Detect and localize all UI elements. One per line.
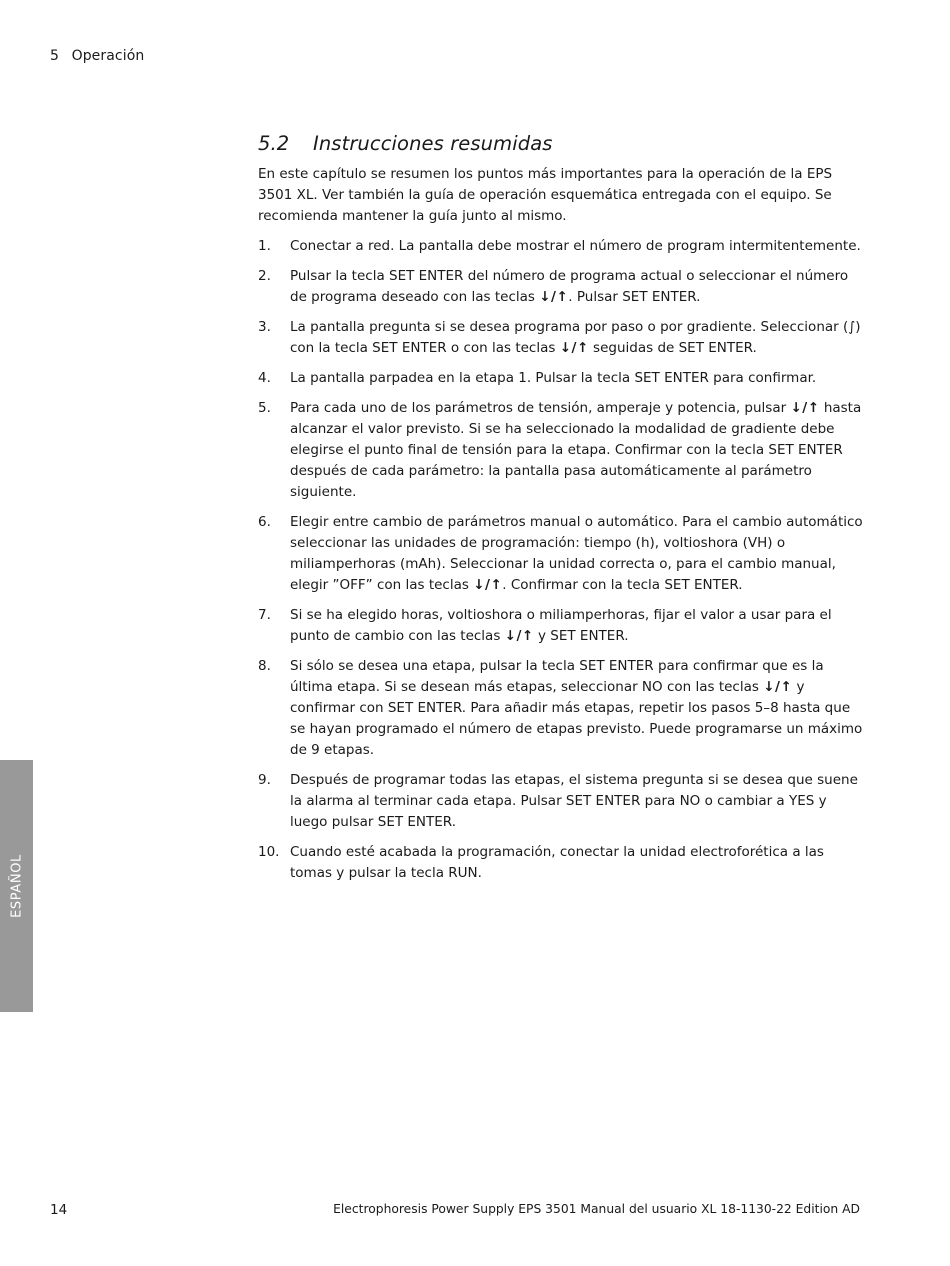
step-text-segment: hasta alcanzar el valor previsto. Si se ha seleccionado la modalidad de gradiente debe elegirse el punto final de tensión para la etapa. Confirmar con la tecla SET ENTER después de cada parámetro: la pantalla pasa automáticamente al parámetro siguiente. — [290, 400, 862, 500]
step-number: 4. — [258, 370, 271, 386]
step-text-segment: Conectar a red. La pantalla debe mostrar el número de program intermitentemente. — [290, 238, 861, 254]
step-text — [290, 400, 861, 500]
down-up-arrow-keys-icon: ↓/↑ — [539, 289, 569, 305]
step-number: 10. — [258, 844, 280, 860]
step-text — [290, 238, 861, 254]
step-text-segment: Cuando esté acabada la programación, conectar la unidad electroforética a las tomas y pulsar la tecla RUN. — [290, 844, 824, 881]
step-item — [258, 512, 863, 596]
step-text-segment: Si se ha elegido horas, voltioshora o miliamperhoras, fijar el valor a usar para el punto de cambio con las teclas — [290, 607, 832, 644]
step-item — [258, 656, 863, 761]
step-number: 9. — [258, 772, 271, 788]
main-content — [258, 130, 863, 893]
intro-paragraph: En este capítulo se resumen los puntos más importantes para la operación de la EPS 3501 XL. Ver también la guía de operación esquemática entregada con el equipo. Se recomienda mantener la guía junto al mismo. — [258, 166, 833, 224]
section-heading — [258, 130, 863, 158]
language-side-tab — [0, 760, 33, 1012]
down-up-arrow-keys-icon: ↓/↑ — [763, 679, 793, 695]
step-text — [290, 844, 824, 881]
step-text-segment: . Pulsar SET ENTER. — [568, 289, 701, 305]
step-item — [258, 266, 863, 308]
step-item — [258, 398, 863, 503]
step-text — [290, 370, 816, 386]
step-number: 3. — [258, 319, 271, 335]
step-text — [290, 514, 863, 593]
step-text-segment: Elegir entre cambio de parámetros manual o automático. Para el cambio automático seleccionar las unidades de programación: tiempo (h), voltioshora (VH) o miliamperhoras (mAh). Seleccionar la unidad correcta o, para el cambio manual, elegir ”OFF” con las teclas — [290, 514, 863, 593]
step-number: 8. — [258, 658, 271, 674]
step-text-segment: La pantalla pregunta si se desea programa por paso o por gradiente. Seleccionar (∫) con la tecla SET ENTER o con las teclas — [290, 319, 861, 356]
down-up-arrow-keys-icon: ↓/↑ — [559, 340, 589, 356]
language-side-tab-label: ESPAÑOL — [9, 854, 24, 918]
section-title: Instrucciones resumidas — [313, 132, 553, 155]
step-number: 1. — [258, 238, 271, 254]
footer-document-title: Electrophoresis Power Supply EPS 3501 Manual del usuario XL 18-1130-22 Edition AD — [333, 1202, 860, 1216]
step-item — [258, 842, 863, 884]
step-text-segment: y SET ENTER. — [533, 628, 629, 644]
step-text — [290, 607, 832, 644]
step-item — [258, 770, 863, 833]
section-number: 5.2 — [258, 132, 290, 155]
down-up-arrow-keys-icon: ↓/↑ — [504, 628, 534, 644]
step-item — [258, 368, 863, 389]
step-text — [290, 268, 848, 305]
step-text-segment: Después de programar todas las etapas, el sistema pregunta si se desea que suene la alarma al terminar cada etapa. Pulsar SET ENTER para NO o cambiar a YES y luego pulsar SET ENTER. — [290, 772, 858, 830]
step-text-segment: Si sólo se desea una etapa, pulsar la tecla SET ENTER para confirmar que es la última etapa. Si se desean más etapas, seleccionar NO con las teclas — [290, 658, 824, 695]
chapter-title: Operación — [71, 48, 145, 64]
step-number: 6. — [258, 514, 271, 530]
step-text-segment: seguidas de SET ENTER. — [588, 340, 757, 356]
step-number: 5. — [258, 400, 271, 416]
step-item — [258, 605, 863, 647]
step-item — [258, 236, 863, 257]
page-number: 14 — [50, 1202, 68, 1218]
step-text-segment: y confirmar con SET ENTER. Para añadir más etapas, repetir los pasos 5–8 hasta que se hayan programado el número de etapas previsto. Puede programarse un máximo de 9 etapas. — [290, 679, 863, 758]
step-text-segment: La pantalla parpadea en la etapa 1. Pulsar la tecla SET ENTER para confirmar. — [290, 370, 817, 386]
step-text — [290, 319, 861, 356]
step-text — [290, 658, 862, 758]
step-text-segment: Pulsar la tecla SET ENTER del número de programa actual o seleccionar el número de programa deseado con las teclas — [290, 268, 849, 305]
running-header — [50, 46, 144, 66]
steps-list — [258, 236, 863, 884]
step-item — [258, 317, 863, 359]
chapter-number: 5 — [50, 48, 60, 64]
step-number: 2. — [258, 268, 271, 284]
step-text — [290, 772, 858, 830]
down-up-arrow-keys-icon: ↓/↑ — [790, 400, 820, 416]
step-number: 7. — [258, 607, 271, 623]
step-text-segment: Para cada uno de los parámetros de tensión, amperaje y potencia, pulsar — [290, 400, 791, 416]
step-text-segment: . Confirmar con la tecla SET ENTER. — [502, 577, 743, 593]
down-up-arrow-keys-icon: ↓/↑ — [473, 577, 503, 593]
